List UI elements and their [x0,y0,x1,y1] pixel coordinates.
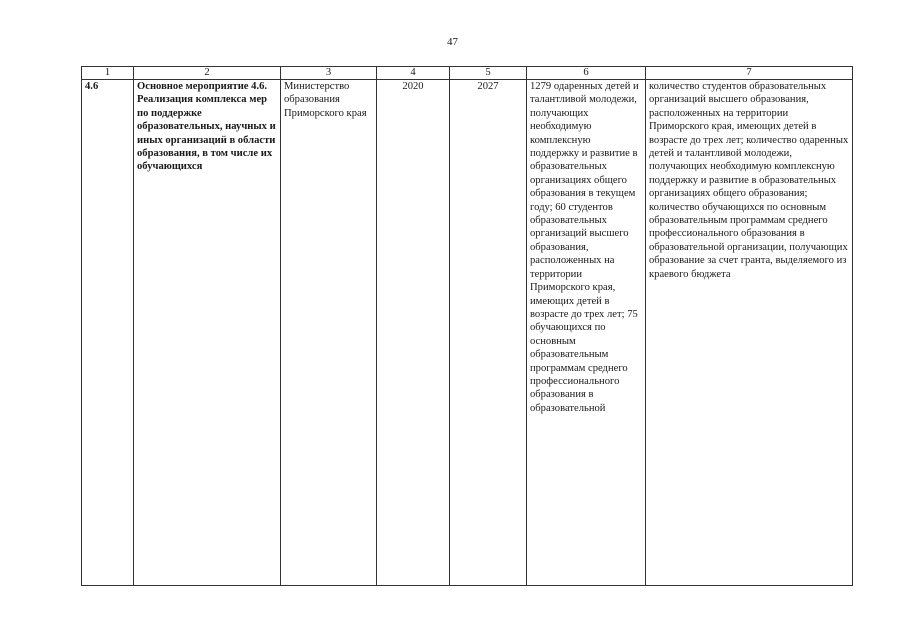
column-number: 6 [527,67,646,80]
column-number: 7 [646,67,853,80]
start-year: 2020 [377,80,450,586]
program-table [81,66,853,586]
row-number: 4.6 [82,80,134,586]
column-number: 2 [134,67,281,80]
event-name: Основное мероприятие 4.6. Реализация комплекса мер по поддержке образовательных, научных и иных организаций в области образования, в том числе их обучающихся [134,80,281,586]
column-number: 5 [450,67,527,80]
column-number: 3 [281,67,377,80]
expected-result: 1279 одаренных детей и талантливой молодежи, получающих необходимую комплексную поддержку и развитие в образовательных организациях общего образования в текущем году; 60 студентов образовательных организаций высшего образования, расположенных на территории Приморского края, имеющих детей в возрасте до трех лет; 75 обучающихся по основным образовательным программам среднего профессионального образования в образовательной [527,80,646,586]
column-number-row [82,67,853,80]
column-number: 1 [82,67,134,80]
responsible-executor: Министерство образования Приморского края [281,80,377,586]
page-number: 47 [447,36,458,48]
indicators: количество студентов образовательных организаций высшего образования, расположенных на территории Приморского края, имеющих детей в возрасте до трех лет; количество одаренных детей и талантливой молодежи, получающих необходимую комплексную поддержку и развитие в образовательных организациях общего образования; количество обучающихся по основным образовательным программам среднего профессионального образования в образовательной организации, получающих образование за счет гранта, выделяемого из краевого бюджета [646,80,853,586]
table-row [82,80,853,586]
column-number: 4 [377,67,450,80]
end-year: 2027 [450,80,527,586]
